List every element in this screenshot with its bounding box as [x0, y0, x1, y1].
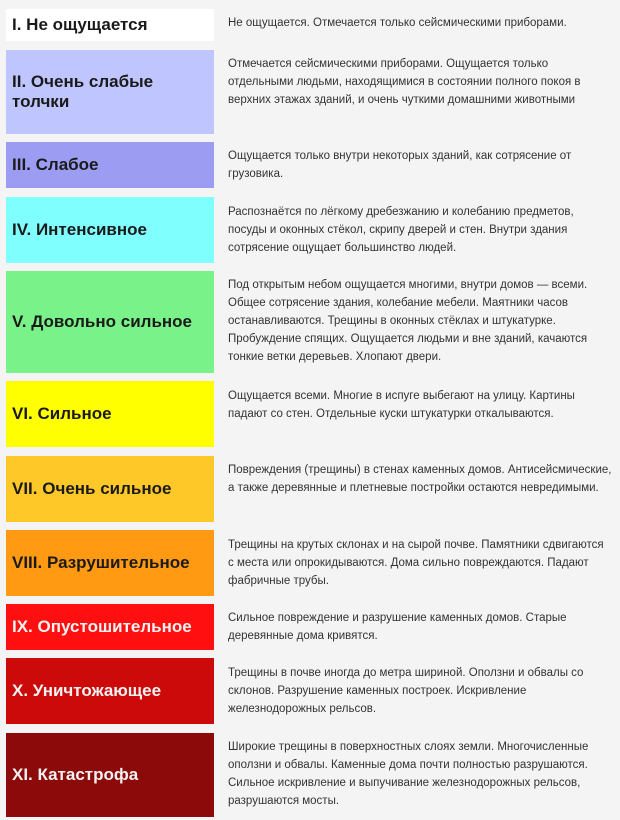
- row-label: VI. Сильное: [6, 381, 214, 447]
- row-description: Отмечается сейсмическими приборами. Ощущается только отдельными людьми, находящимися в состоянии полного покоя в верхних этажах зданий, и очень чуткими домашними животными: [228, 58, 581, 106]
- row-description: Распознаётся по лёгкому дребезжанию и колебанию предметов, посуды и оконных стёкол, скрипу дверей и стен. Внутри здания сотрясение ощущает большинство людей.: [228, 206, 574, 254]
- row-description: Не ощущается. Отмечается только сейсмическими приборами.: [228, 17, 567, 29]
- row-description: Трещины на крутых склонах и на сырой почве. Памятники сдвигаются с места или опрокидываются. Дома сильно повреждаются. Падают фабричные трубы.: [228, 539, 604, 587]
- row-label: I. Не ощущается: [6, 9, 214, 41]
- row-label: VII. Очень сильное: [6, 456, 214, 522]
- row-label: IV. Интенсивное: [6, 197, 214, 263]
- row-description: Ощущается всеми. Многие в испуге выбегают на улицу. Картины падают со стен. Отдельные куски штукатурки откалываются.: [228, 390, 575, 420]
- row-description: Повреждения (трещины) в стенах каменных домов. Антисейсмические, а также деревянные и плетневые постройки остаются невредимыми.: [228, 464, 612, 494]
- row-label: VIII. Разрушительное: [6, 530, 214, 596]
- row-label: V. Довольно сильное: [6, 271, 214, 373]
- row-label: X. Уничтожающее: [6, 658, 214, 724]
- row-description: Трещины в почве иногда до метра шириной. Оползни и обвалы со склонов. Разрушение каменных построек. Искривление железнодорожных рельсов.: [228, 667, 584, 715]
- row-label: IX. Опустошительное: [6, 604, 214, 650]
- row-label: XI. Катастрофа: [6, 733, 214, 817]
- row-label: II. Очень слабые толчки: [6, 50, 214, 134]
- row-description: Сильное повреждение и разрушение каменных домов. Старые деревянные дома кривятся.: [228, 612, 567, 642]
- row-label: III. Слабое: [6, 142, 214, 188]
- row-description: Широкие трещины в поверхностных слоях земли. Многочисленные оползни и обвалы. Каменные дома почти полностью разрушаются. Сильное искривление и выпучивание железнодорожных рельсов, разрушаются мосты.: [228, 741, 589, 807]
- row-description: Ощущается только внутри некоторых зданий, как сотрясение от грузовика.: [228, 150, 572, 180]
- row-description: Под открытым небом ощущается многими, внутри домов — всеми. Общее сотрясение здания, колебание мебели. Маятники часов останавливаются. Трещины в оконных стёклах и штукатурке. Пробуждение спящих. Ощущается людьми и вне зданий, качаются тонкие ветки деревьев. Хлопают двери.: [228, 279, 588, 363]
